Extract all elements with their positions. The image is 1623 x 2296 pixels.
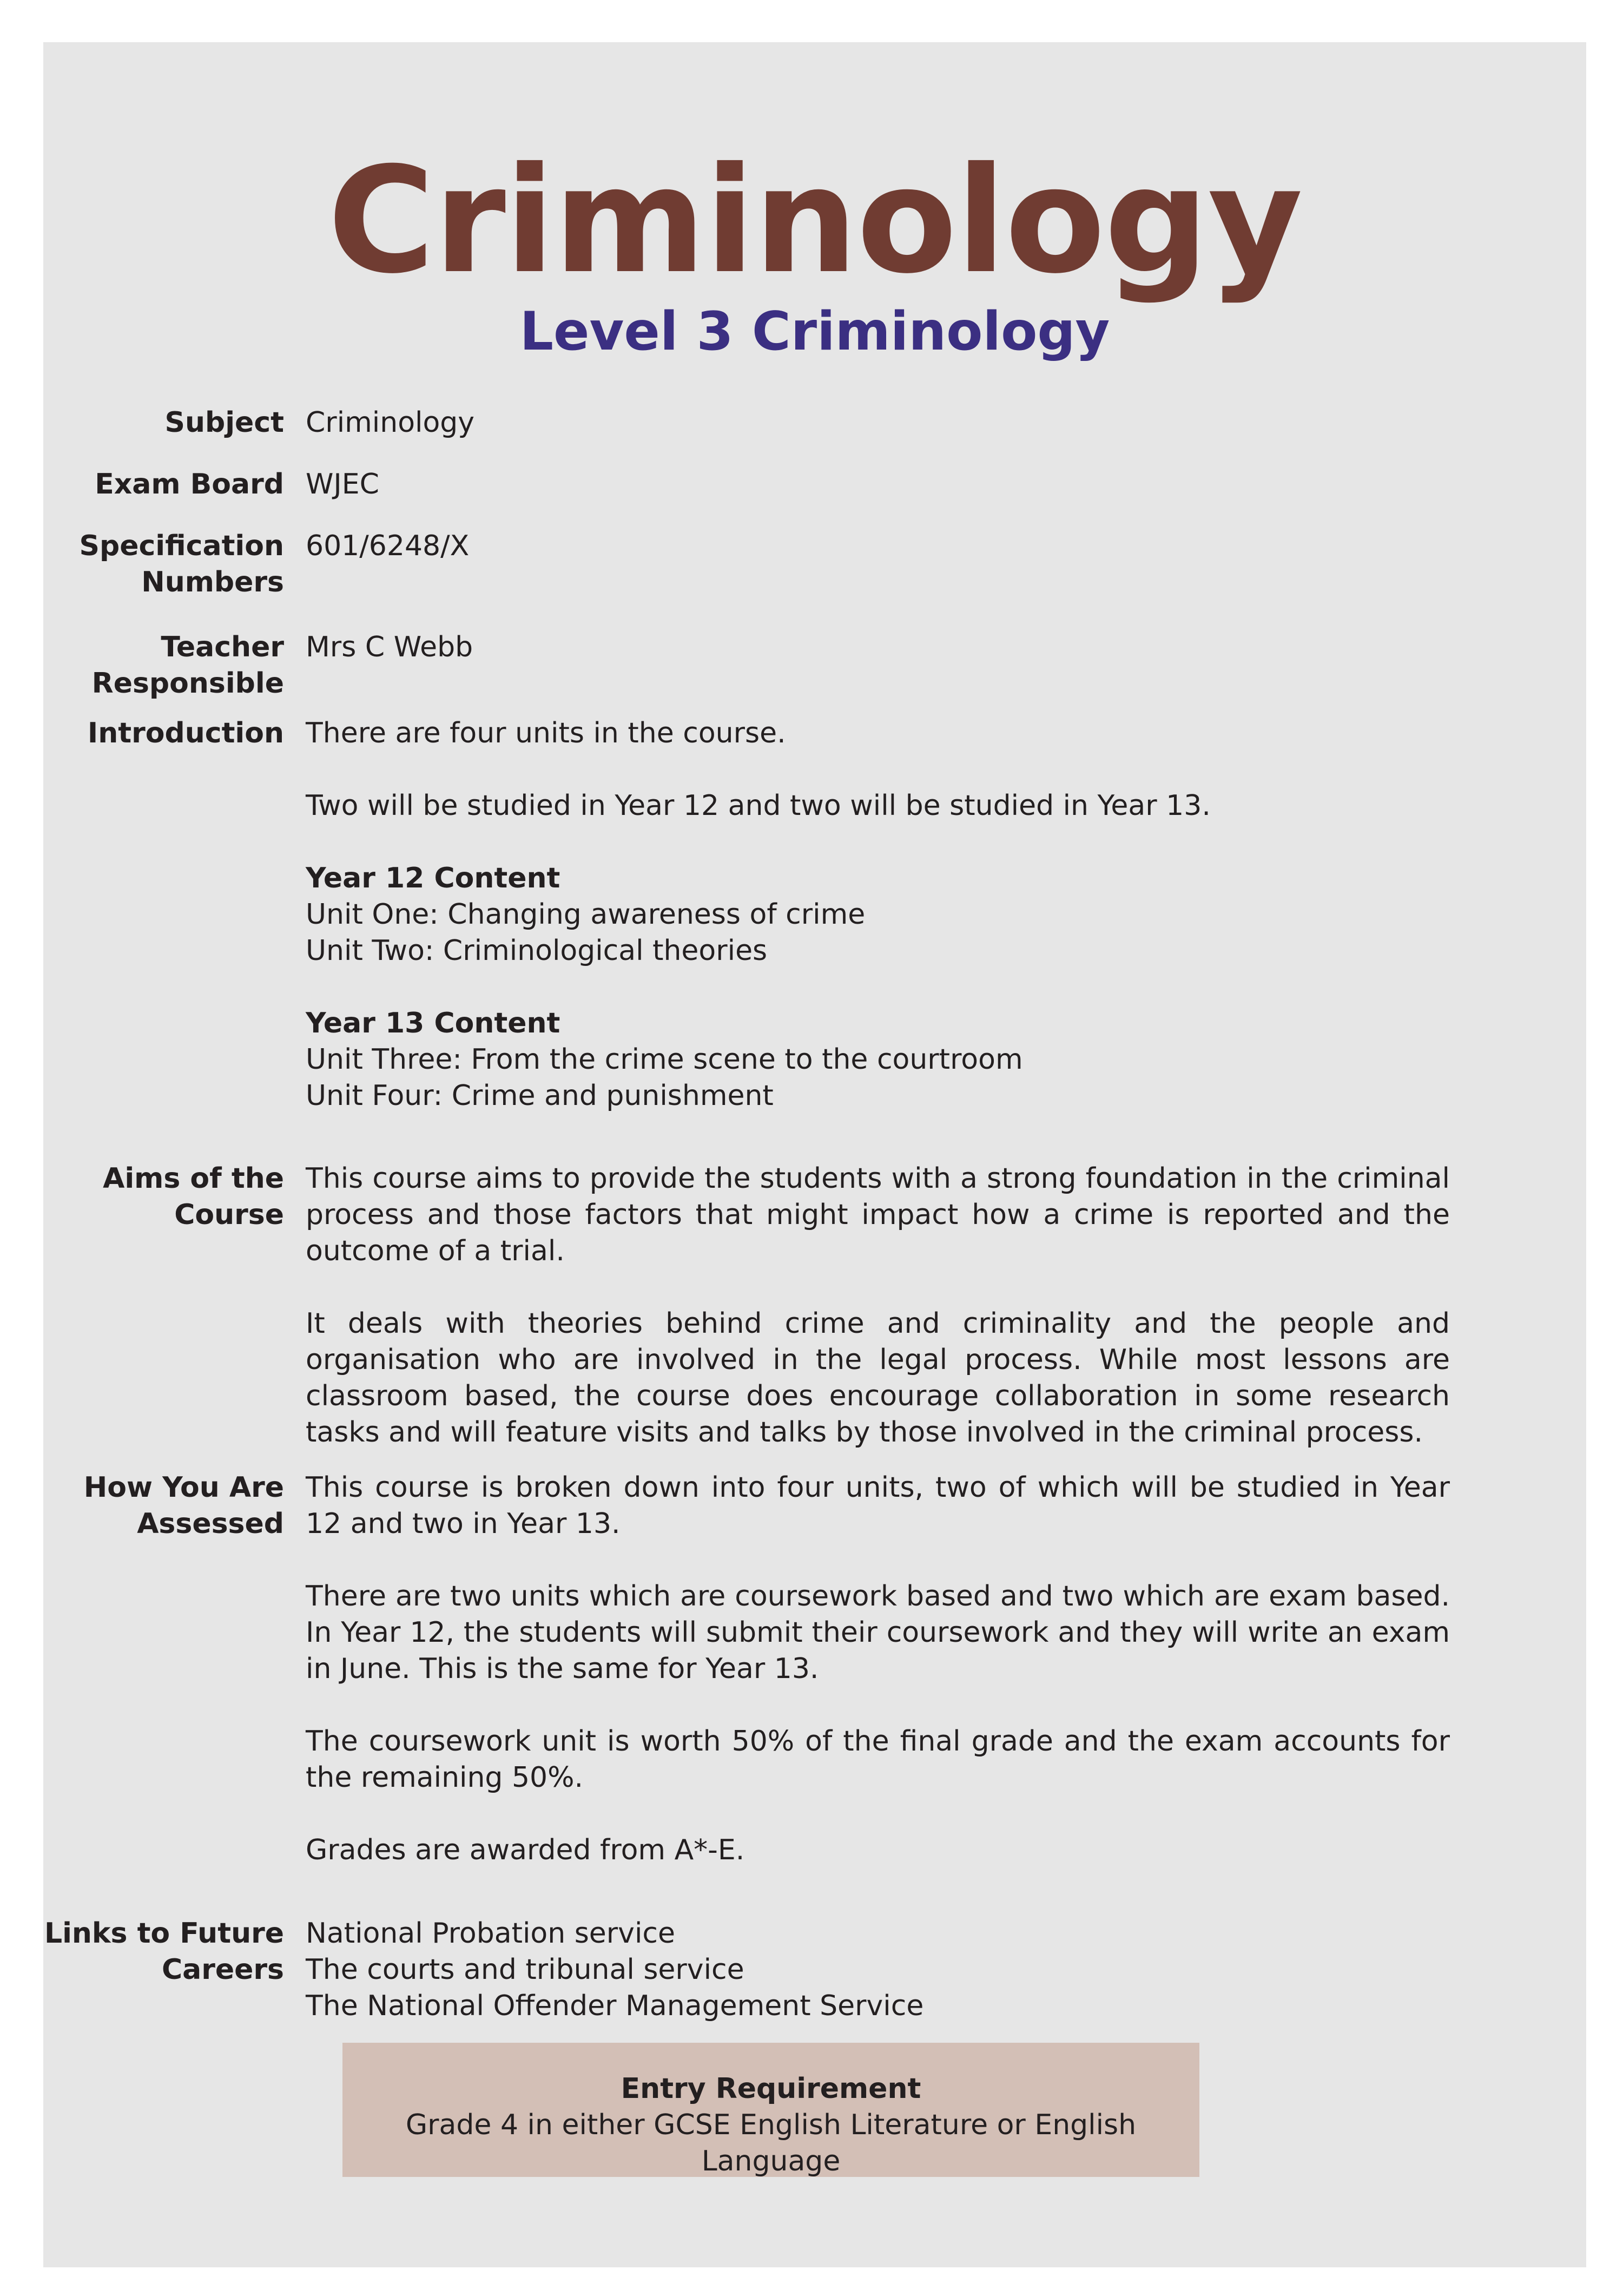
page-title: Criminology — [327, 135, 1302, 306]
careers-value — [306, 1916, 1450, 2024]
career-item: The National Offender Management Service — [306, 1990, 924, 2022]
career-item: National Probation service — [306, 1917, 675, 1950]
year12-unit: Unit One: Changing awareness of crime — [306, 898, 866, 931]
career-item: The courts and tribunal service — [306, 1953, 744, 1986]
exam-board-label: Exam Board — [95, 468, 284, 501]
year13-heading: Year 13 Content — [306, 1007, 560, 1040]
assessment-paragraph: There are two units which are coursework based and two which are exam based. In Year 12, the students will submit their coursework and they will write an exam in June. This is the same for Year 13. — [306, 1580, 1450, 1685]
aims-value — [306, 1161, 1450, 1451]
page-subtitle: Level 3 Criminology — [519, 301, 1110, 363]
teacher-label: Teacher Responsible — [91, 631, 284, 700]
year12-unit: Unit Two: Criminological theories — [306, 935, 768, 967]
aims-paragraph: This course aims to provide the students with a strong foundation in the criminal process and those factors that might impact how a crime is reported and the outcome of a trial. — [306, 1162, 1450, 1267]
year13-unit: Unit Four: Crime and punishment — [306, 1080, 774, 1112]
assessment-paragraph: The coursework unit is worth 50% of the final grade and the exam accounts for the remaining 50%. — [306, 1725, 1450, 1794]
entry-requirement-text: Grade 4 in either GCSE English Literature or English Language — [405, 2109, 1137, 2177]
subject-label: Subject — [164, 406, 284, 439]
assessment-paragraph: This course is broken down into four units, two of which will be studied in Year 12 and two in Year 13. — [306, 1471, 1450, 1540]
entry-requirement-title: Entry Requirement — [621, 2073, 921, 2105]
subject-value: Criminology — [306, 406, 475, 439]
specification-label: Specification Numbers — [79, 530, 284, 598]
introduction-label: Introduction — [87, 717, 284, 749]
assessment-paragraph: Grades are awarded from A*-E. — [306, 1834, 745, 1866]
assessment-label: How You Are Assessed — [83, 1471, 284, 1540]
specification-value: 601/6248/X — [306, 530, 470, 562]
careers-label: Links to Future Careers — [44, 1917, 284, 1986]
assessment-value — [306, 1470, 1450, 1869]
intro-line: There are four units in the course. — [306, 717, 786, 749]
year13-unit: Unit Three: From the crime scene to the courtroom — [306, 1043, 1023, 1076]
intro-line: Two will be studied in Year 12 and two will be studied in Year 13. — [306, 790, 1211, 822]
aims-label: Aims of the Course — [103, 1162, 284, 1231]
entry-requirement-box — [342, 2043, 1199, 2177]
introduction-value — [306, 715, 1450, 1114]
exam-board-value: WJEC — [306, 468, 379, 501]
year12-heading: Year 12 Content — [306, 862, 560, 894]
aims-paragraph: It deals with theories behind crime and criminality and the people and organisation who are involved in the legal process. While most lessons are classroom based, the course does encourage collaboration in some research tasks and will feature visits and talks by those involved in the criminal process. — [306, 1307, 1450, 1449]
teacher-value: Mrs C Webb — [306, 631, 473, 663]
